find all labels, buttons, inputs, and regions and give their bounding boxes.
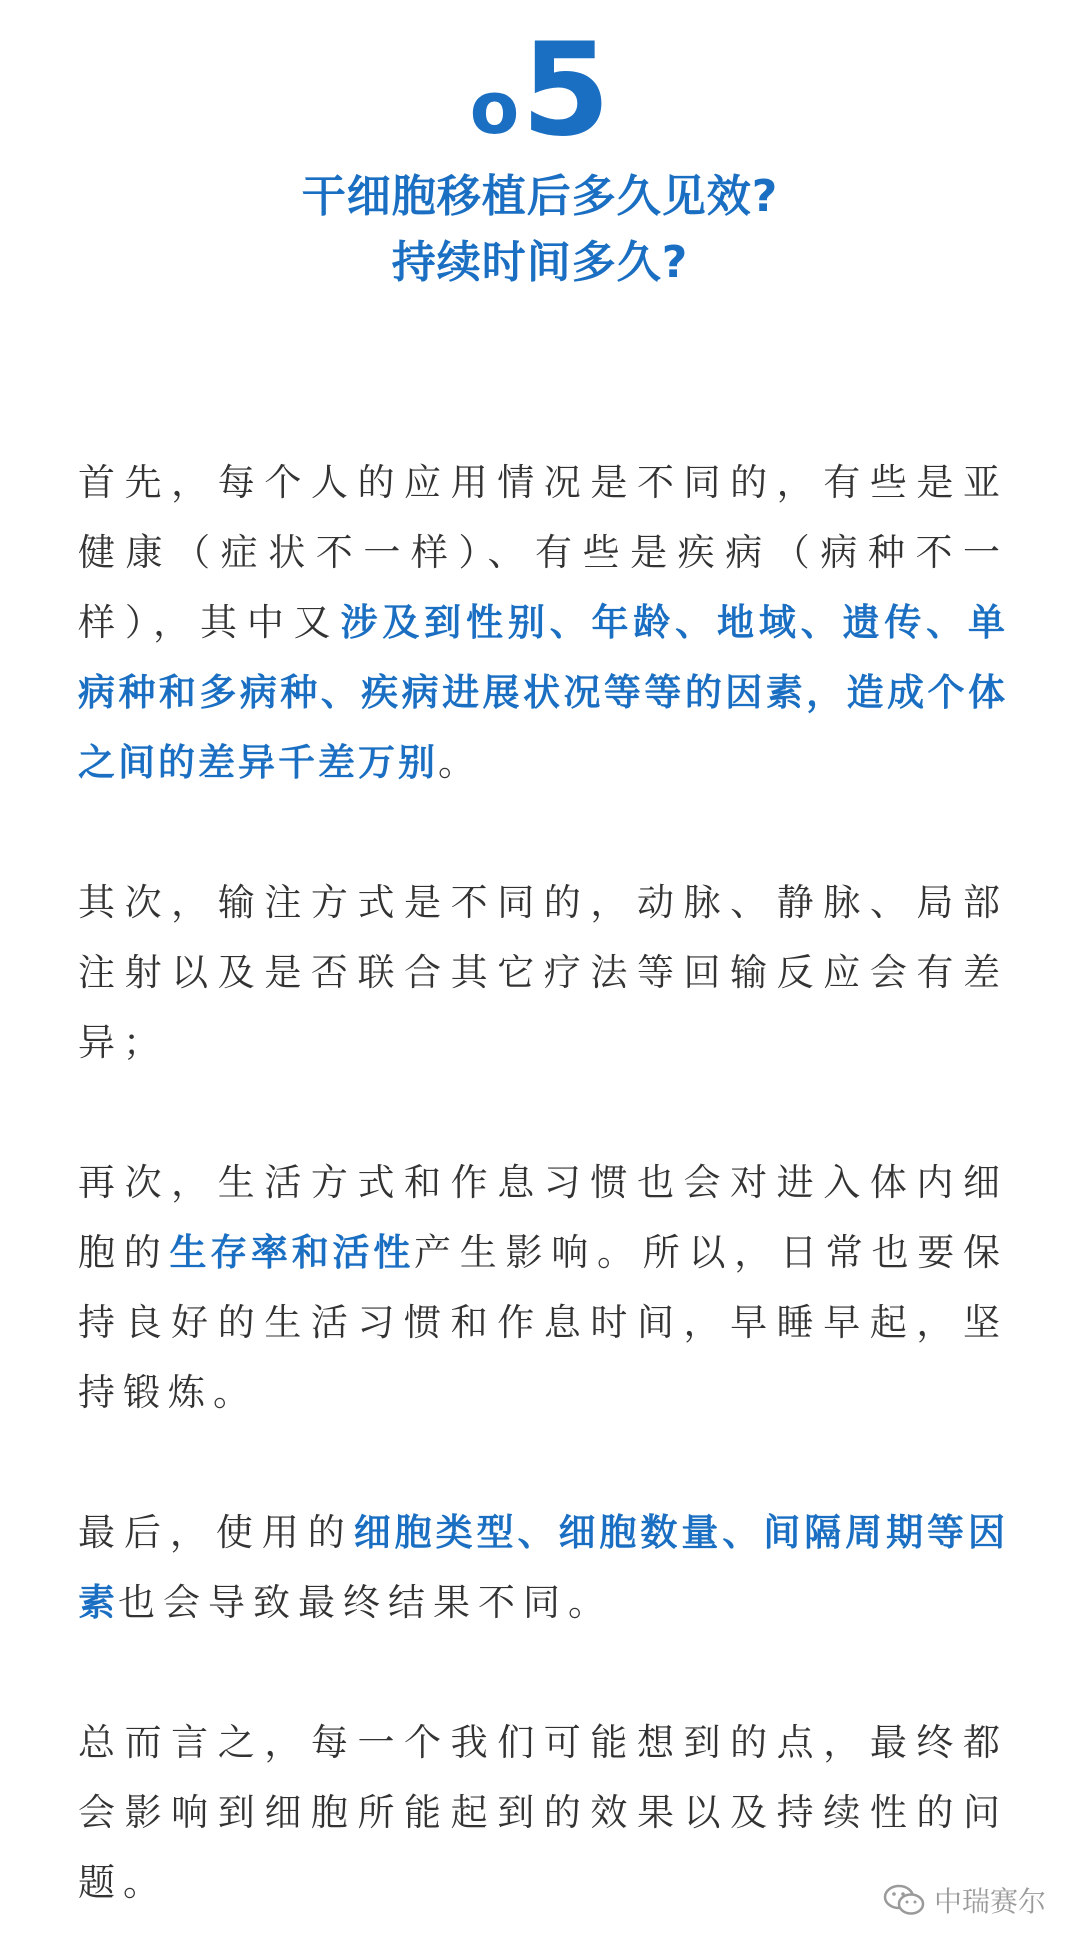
highlight-text: 生存率和活性 bbox=[169, 1231, 414, 1274]
section-title-line-2: 持续时间多久? bbox=[391, 237, 689, 288]
paragraph-text: 最后，使用的 bbox=[78, 1511, 354, 1554]
highlight-text: 涉及到性别、年龄、地域、遗传、单病种和多病种、疾病进展状况等等的因素，造成个体之间的差异千差万别 bbox=[78, 601, 1008, 784]
watermark-text: 中瑞赛尔 bbox=[933, 1885, 1046, 1918]
paragraph-fourth bbox=[78, 1498, 1008, 1638]
paragraph-text: 首先，每个人的应用情况是不同的，有些是亚健康（症状不一样）、有些是疾病（病种不一样），其中又 bbox=[78, 461, 1008, 644]
paragraph-second bbox=[78, 868, 1008, 1078]
wechat-icon bbox=[882, 1883, 926, 1917]
paragraph-third bbox=[78, 1148, 1008, 1428]
paragraph-text: 总而言之，每一个我们可能想到的点，最终都会影响到细胞所能起到的效果以及持续性的问题。 bbox=[78, 1721, 1008, 1904]
article-body bbox=[78, 448, 1008, 1918]
section-title-line-1: 干细胞移植后多久见效? bbox=[301, 171, 779, 222]
paragraph-text: 。 bbox=[438, 741, 483, 784]
section-header bbox=[0, 16, 1080, 296]
paragraph-first bbox=[78, 448, 1008, 798]
highlight-text: 细胞类型、细胞数量、间隔周期等因素 bbox=[78, 1511, 1009, 1624]
paragraph-fifth bbox=[78, 1708, 1008, 1918]
section-number bbox=[469, 16, 611, 165]
paragraph-text: 其次，输注方式是不同的，动脉、静脉、局部注射以及是否联合其它疗法等回输反应会有差异； bbox=[78, 881, 1008, 1064]
paragraph-text: 也会导致最终结果不同。 bbox=[118, 1581, 613, 1624]
section-number-prefix: o bbox=[469, 66, 520, 150]
paragraph-text: 产生影响。所以，日常也要保持良好的生活习惯和作息时间，早睡早起，坚持锻炼。 bbox=[78, 1231, 1008, 1414]
paragraph-text: 再次，生活方式和作息习惯也会对进入体内细胞的 bbox=[78, 1161, 1008, 1274]
section-number-digit: 5 bbox=[521, 16, 611, 165]
source-watermark bbox=[882, 1880, 1046, 1920]
